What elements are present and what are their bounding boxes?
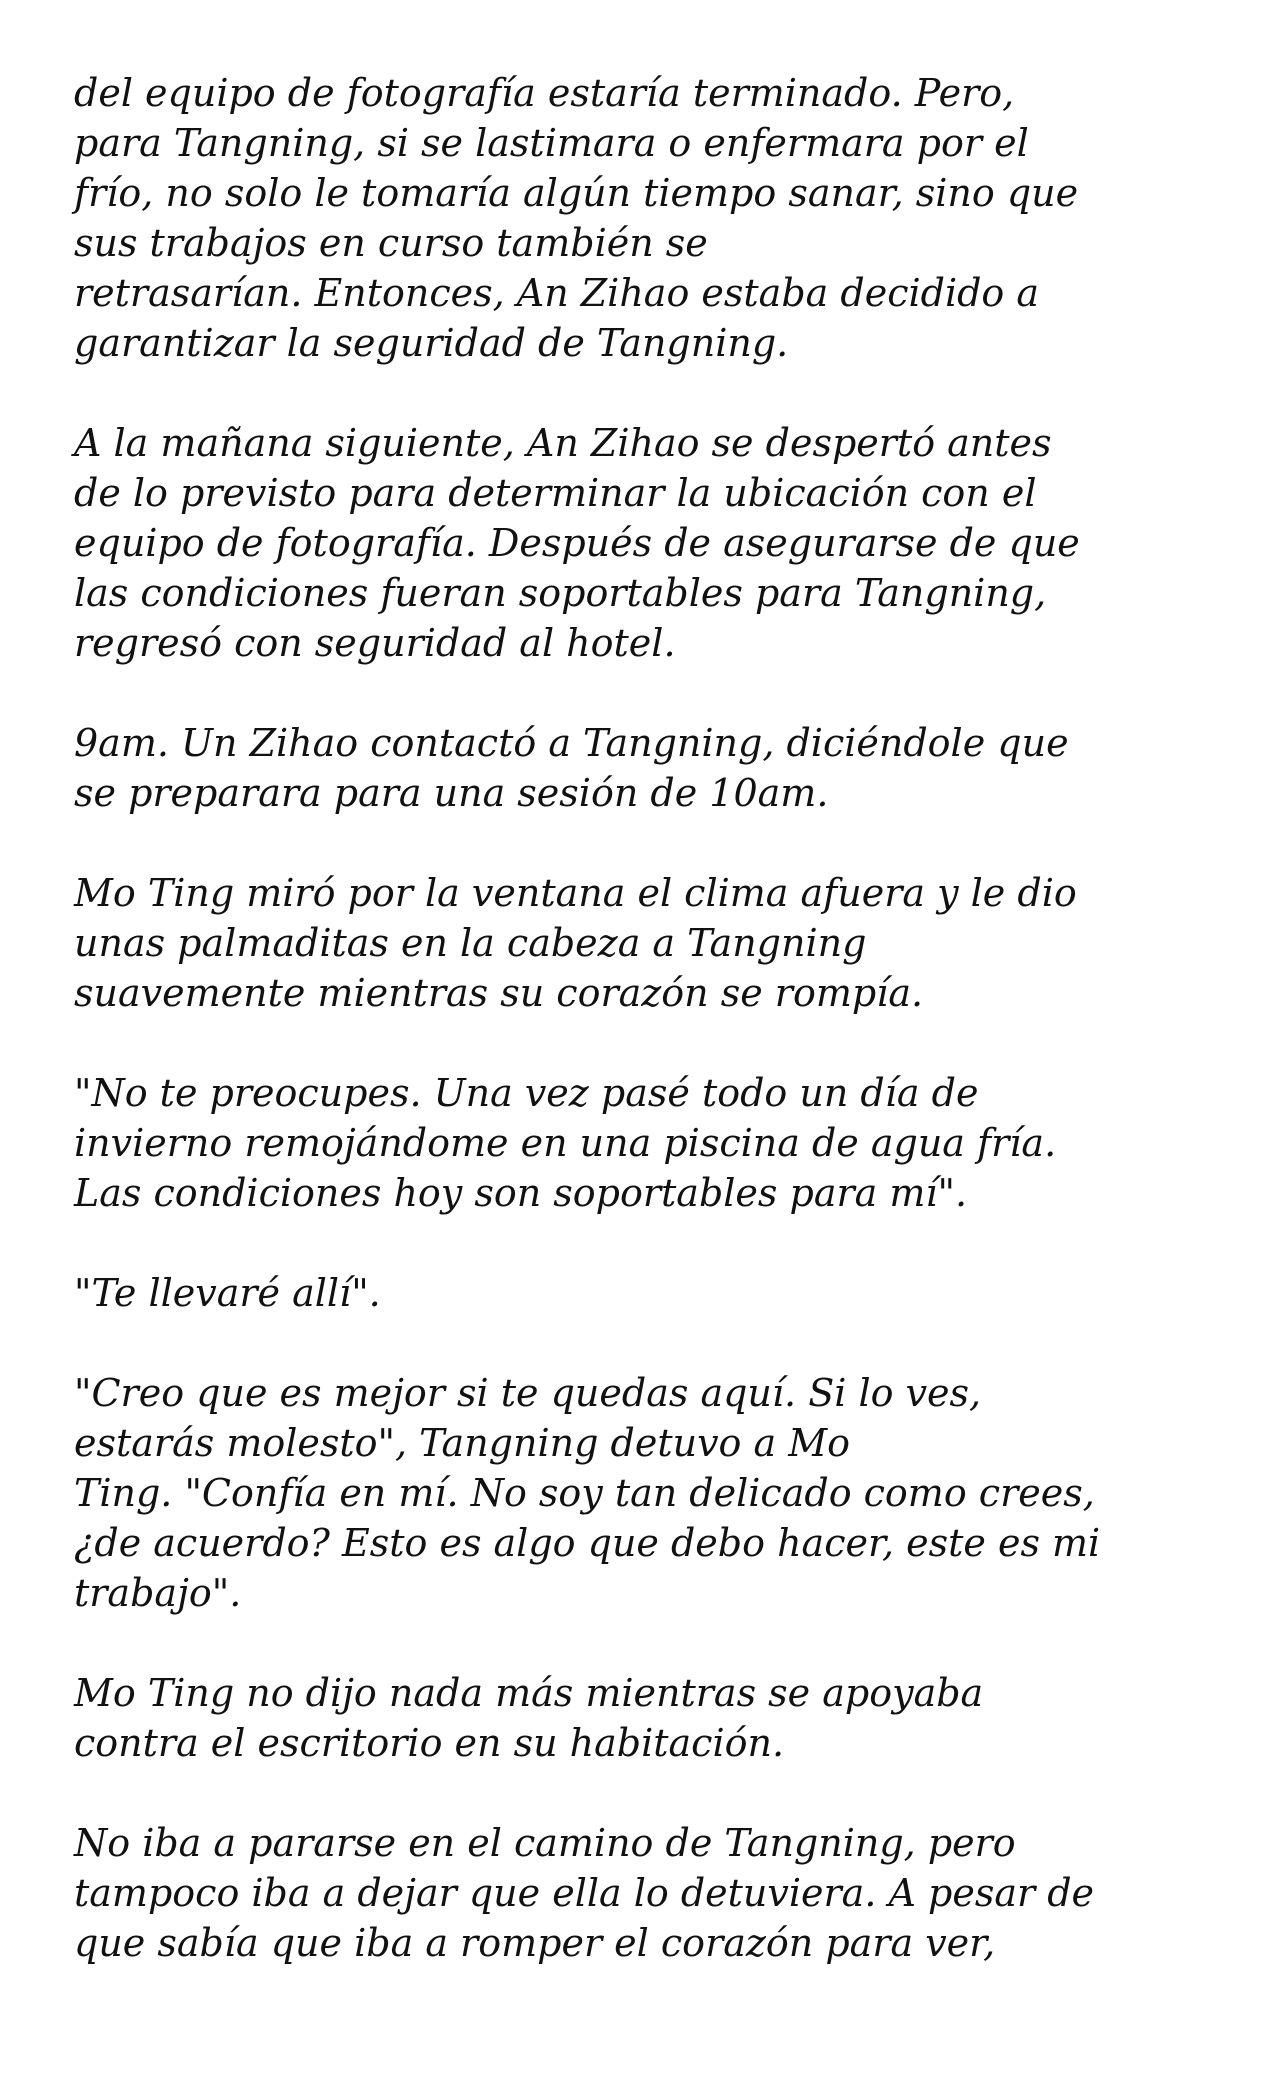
text-line: Mo Ting no dijo nada más mientras se apoyaba bbox=[74, 1671, 984, 1715]
document-page bbox=[74, 68, 1234, 2018]
paragraph bbox=[74, 1818, 1234, 1968]
text-line: equipo de fotografía. Después de asegurarse de que bbox=[74, 521, 1080, 565]
text-line: "No te preocupes. Una vez pasé todo un día de bbox=[74, 1071, 979, 1115]
paragraph bbox=[74, 68, 1234, 368]
text-line: suavemente mientras su corazón se rompía. bbox=[74, 971, 924, 1015]
text-line: trabajo". bbox=[74, 1571, 242, 1615]
text-line: se preparara para una sesión de 10am. bbox=[74, 771, 829, 815]
paragraph bbox=[74, 718, 1234, 818]
text-line: invierno remojándome en una piscina de agua fría. bbox=[74, 1121, 1057, 1165]
text-line: 9am. Un Zihao contactó a Tangning, diciéndole que bbox=[74, 721, 1069, 765]
text-line: A la mañana siguiente, An Zihao se despertó antes bbox=[74, 421, 1052, 465]
text-line: las condiciones fueran soportables para Tangning, bbox=[74, 571, 1047, 615]
text-line: No iba a pararse en el camino de Tangning, pero bbox=[74, 1821, 1016, 1865]
text-line: que sabía que iba a romper el corazón para ver, bbox=[74, 1921, 996, 1965]
text-line: Mo Ting miró por la ventana el clima afuera y le dio bbox=[74, 871, 1077, 915]
text-line: del equipo de fotografía estaría terminado. Pero, bbox=[74, 71, 1015, 115]
text-line: ¿de acuerdo? Esto es algo que debo hacer, este es mi bbox=[74, 1521, 1101, 1565]
paragraph bbox=[74, 1668, 1234, 1768]
paragraph bbox=[74, 868, 1234, 1018]
text-line: para Tangning, si se lastimara o enfermara por el bbox=[74, 121, 1029, 165]
text-line: "Te llevaré allí". bbox=[74, 1271, 381, 1315]
text-line: Ting. "Confía en mí. No soy tan delicado como crees, bbox=[74, 1471, 1095, 1515]
text-line: garantizar la seguridad de Tangning. bbox=[74, 321, 789, 365]
paragraph bbox=[74, 1368, 1234, 1618]
text-line: sus trabajos en curso también se bbox=[74, 221, 708, 265]
text-line: regresó con seguridad al hotel. bbox=[74, 621, 676, 665]
paragraph bbox=[74, 1268, 1234, 1318]
text-line: unas palmaditas en la cabeza a Tangning bbox=[74, 921, 867, 965]
text-line: Las condiciones hoy son soportables para mí". bbox=[74, 1171, 968, 1215]
text-line: contra el escritorio en su habitación. bbox=[74, 1721, 785, 1765]
text-line: estarás molesto", Tangning detuvo a Mo bbox=[74, 1421, 851, 1465]
text-line: frío, no solo le tomaría algún tiempo sanar, sino que bbox=[74, 171, 1079, 215]
text-line: retrasarían. Entonces, An Zihao estaba decidido a bbox=[74, 271, 1040, 315]
text-line: "Creo que es mejor si te quedas aquí. Si lo ves, bbox=[74, 1371, 982, 1415]
text-line: de lo previsto para determinar la ubicación con el bbox=[74, 471, 1037, 515]
paragraph bbox=[74, 418, 1234, 668]
paragraph bbox=[74, 1068, 1234, 1218]
text-line: tampoco iba a dejar que ella lo detuviera. A pesar de bbox=[74, 1871, 1095, 1915]
